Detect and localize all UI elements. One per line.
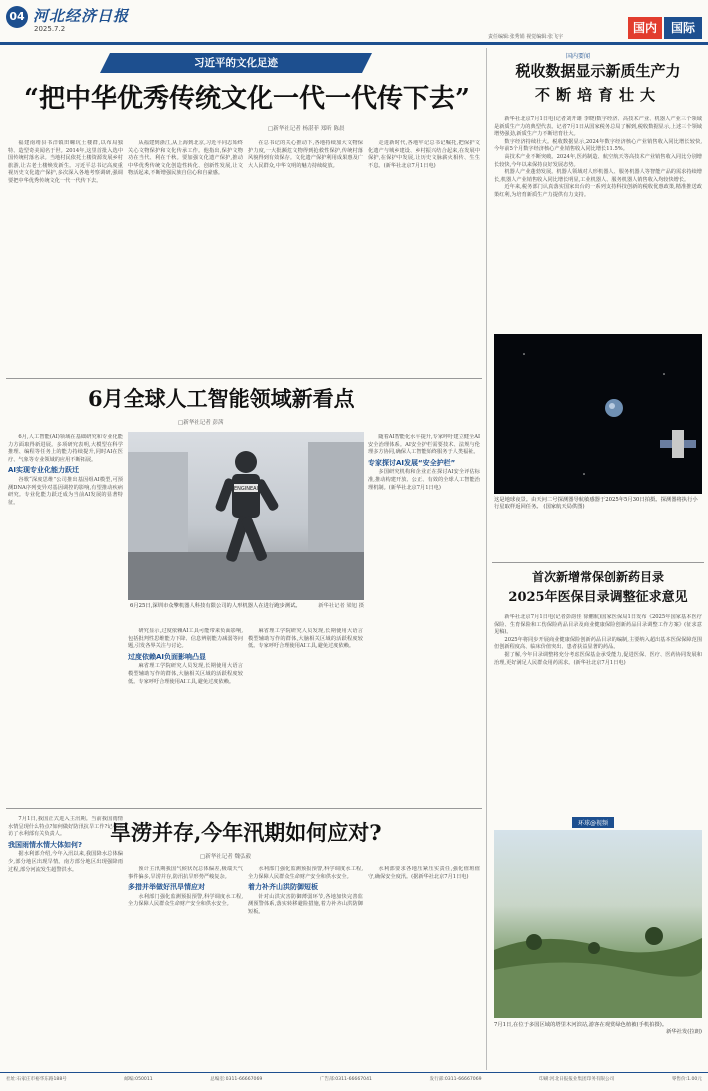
footer-item: 发行部:0311-66667069 <box>429 1077 482 1082</box>
ai-subhead-2: 过度依赖AI负面影响凸显 <box>128 652 207 661</box>
section-divider <box>6 808 482 809</box>
flood-subhead-1: 我国雨情水情大体如何? <box>8 840 83 849</box>
footer-item: 社址:石家庄市裕华东路188号 <box>6 1077 67 1082</box>
section-divider <box>6 378 482 379</box>
footer-item: 印刷:河北日报报业集团印务有限公司 <box>539 1077 615 1082</box>
caption-text: 7月1日,在位于多国区域的塔里木河滨站,游客在观赏绿色植被(手机拍摄)。 <box>494 1022 668 1028</box>
masthead <box>0 0 708 46</box>
paragraph: 新华社北京7月1日电(记者彭韵佳 徐鹏航)国家医保局1日发布《2025年国家基本医疗保险、生育保险和工伤保险药品目录及商业健康保险创新药品目录调整工作方案》(征求意见稿)。 <box>494 614 702 636</box>
medicine-story-headline-1: 首次新增常保创新药目录 <box>531 570 664 584</box>
ai-story-byline: □新华社记者 彭茜 <box>178 420 224 426</box>
editors-credit: 责任编辑:张秀娟 视觉编辑:张飞宇 <box>488 34 563 40</box>
paragraph: 7月1日,我国正式进入主汛期。当前我国雨情水情呈现什么特点?如何做好防汛抗旱工作?记者采访了水利部有关负责人。 <box>8 816 123 838</box>
flood-story-byline: □新华社记者 魏弘毅 <box>200 854 251 860</box>
tax-story-headline-1: 税收数据显示新质生产力 <box>515 62 681 80</box>
world-video-label: 环球@视频 <box>572 817 614 828</box>
paragraph: 针对山洪灾害防御薄弱环节,各地加快完善监测预警体系,落实转移避险措施,着力补齐山洪防御短板。 <box>248 893 363 915</box>
top-story-col-3 <box>248 140 363 372</box>
flood-subhead-2: 多措并举做好汛旱情应对 <box>128 883 205 892</box>
top-story-col-2 <box>128 140 243 372</box>
right-section-label: 国内要闻 <box>566 53 591 60</box>
top-story-col-1 <box>8 140 123 372</box>
earth-illustration <box>494 334 702 494</box>
paragraph: 福建南靖县书洋镇田螺坑土楼群,以布局独特、造型奇美闻名于世。2014年,这里首批入选中国传统村落名录。当地村民依托土楼资源发展乡村旅游,让古老土楼焕发新生。习近平总书记高度重视历史文化遗产保护,多次深入各地考察调研,强调要把中华优秀传统文化一代一代传下去。 <box>8 140 123 184</box>
paragraph: 水利部门强化监测预报预警,科学调度水工程,全力保障人民群众生命财产安全和供水安全。 <box>248 866 363 880</box>
tarim-caption <box>494 1022 702 1037</box>
kicker-text: 习近平的文化足迹 <box>194 57 278 69</box>
flood-story-headline: 旱涝并存,今年汛期如何应对? <box>110 820 382 845</box>
footer-item: 邮编:050011 <box>124 1077 153 1082</box>
ai-photo-caption <box>130 603 364 610</box>
paragraph: 据了解,今年目录调整将充分考虑医保基金承受能力,促进医保、医疗、医药协同发展和治理,更好满足人民群众用药需求。(新华社北京7月1日电) <box>494 651 702 666</box>
footer <box>6 1076 702 1086</box>
column-divider <box>486 48 487 1070</box>
caption-text: 6月25日,深圳市众擎机器人科技有限公司的人形机器人在进行跑步测试。 <box>130 603 301 609</box>
paragraph: 在总书记的关心推动下,各地持续加大文物保护力度,一大批濒危文物得到抢救性保护,传统村落风貌得到有效保存。文化遗产保护利用成果惠及广大人民群众,中华文明的魅力持续绽放。 <box>248 140 363 169</box>
ai-story-col-3 <box>248 628 363 794</box>
earth-photo <box>494 334 702 494</box>
robot-illustration <box>128 432 364 600</box>
paragraph: 谷歌“深度思维”公司推出基因组AI模型,可预测DNA序列变异对基因调控的影响,有望推动疾病研究。专业化能力跃迁成为当前AI发展的显著特征。 <box>8 476 123 506</box>
tax-story-headline-2: 不断培育壮大 <box>534 86 661 104</box>
ai-story-col-4 <box>368 434 480 794</box>
top-story-headline: “把中华优秀传统文化一代一代传下去” <box>24 84 470 114</box>
paragraph: 近年来,税务部门认真落实国家出台的一系列支持科技创新的税收优惠政策,精准推送政策红利,为培育新质生产力提供有力支持。 <box>494 184 702 198</box>
paragraph: 水利部门强化监测预报预警,科学调度水工程,全力保障人民群众生命财产安全和供水安全。 <box>128 893 243 908</box>
caption-credit: 新华社发(拉朗) <box>666 1029 702 1036</box>
flood-subhead-3: 着力补齐山洪防御短板 <box>248 883 318 892</box>
paragraph: 麻省理工学院研究人员发现,长期使用大语言模型辅助写作的群体,大脑相关区域的活跃程度较低。专家呼吁合理使用AI工具,避免过度依赖。 <box>248 628 363 650</box>
paragraph: 多国研究机构和企业正在探讨AI安全评估标准,推动构建开放、公正、有效的全球人工智能治理机制。(新华社北京7月1日电) <box>368 469 480 491</box>
paragraph: 研究显示,过度依赖AI工具可能带来负面影响,包括批判性思维能力下降、信息辨别能力减弱等问题,引发各界关注与讨论。 <box>128 628 243 650</box>
paragraph: 麻省理工学院研究人员发现,长期使用大语言模型辅助写作的群体,大脑相关区域的活跃程度较低。专家呼吁合理使用AI工具,避免过度依赖。 <box>128 663 243 685</box>
paragraph: 新华社北京7月1日电(记者刘开雄 李晓)数字经济、高技术产业、机器人产业三个领域是新质生产力的典型代表。记者7月1日从国家税务总局了解到,税收数据显示,上述三个领域增势强劲,新质生产力不断培育壮大。 <box>494 116 702 138</box>
paragraph: 数字经济持续壮大。税收数据显示,2024年数字经济核心产业销售收入同比增长较快,今年前5个月数字经济核心产业销售收入同比增长11.5%。 <box>494 138 702 153</box>
paragraph: 6月,人工智能(AI)领域在基础研究和专业化能力方面取得新进展。多项研究表明,大模型在科学推理、编程等任务上的能力持续提升,同时AI在医疗、气象等专业领域的应用不断拓展。 <box>8 434 123 463</box>
tax-story-body <box>494 116 702 332</box>
top-story-byline: □新华社记者 杨湛菲 郑昕 陈晨 <box>268 126 345 132</box>
caption-credit: 新华社记者 梁旭 摄 <box>318 603 364 609</box>
tarim-photo <box>494 830 702 1018</box>
robot-photo <box>128 432 364 600</box>
ai-story-headline: 6月全球人工智能领域新看点 <box>88 386 355 411</box>
section-divider <box>492 562 704 563</box>
top-story-col-4 <box>368 140 480 372</box>
flood-story-col-4 <box>368 866 480 1066</box>
caption-credit: (国家航天局供图) <box>543 504 585 511</box>
paragraph: 随着AI智能化水平提升,专家呼吁建立健全AI安全治理体系。AI安全护栏需要技术、法规与伦理多方协同,确保人工智能始终服务于人类福祉。 <box>368 434 480 456</box>
flood-story-col-2 <box>128 866 243 1066</box>
masthead-rule <box>0 42 708 45</box>
footer-item: 总编室:0311-66667069 <box>210 1077 263 1082</box>
section-tab-domestic[interactable]: 国内 <box>628 17 662 39</box>
footer-rule <box>0 1072 708 1073</box>
flood-story-col-3 <box>248 866 363 1066</box>
paragraph: 预计主汛期我国气候状况总体偏差,极端天气事件偏多,旱涝并存,防汛抗旱形势严峻复杂。 <box>128 866 243 880</box>
paper-name-logo: 河北经济日报 <box>33 7 130 25</box>
flood-story-col-1 <box>8 816 123 1066</box>
ai-subhead-3: 专家探讨AI发展“安全护栏” <box>368 458 456 467</box>
ai-story-col-1 <box>8 434 123 794</box>
caption-text: 这是地球夜景。由天问二号探测器导航敏感器于2025年5月30日拍摄。探测器将执行小行星取样返回任务。 <box>494 497 698 511</box>
paragraph: 从福建到浙江,从上海到北京,习近平同志始终关心文物保护和文化传承工作。他指出,保护文物功在当代、利在千秋。要加强文化遗产保护,推动中华优秀传统文化创造性转化、创新性发展,让文物活起来,不断增强民族自信心和自豪感。 <box>128 140 243 177</box>
robot-chest-label: ENGINEAI <box>233 486 259 492</box>
footer-item: 零售价:1.00元 <box>671 1077 702 1082</box>
earth-photo-caption <box>494 497 702 512</box>
paragraph: 水利部要求各地压紧压实责任,强化值班值守,确保安全度汛。(据新华社北京7月1日电) <box>368 866 480 880</box>
medicine-story-headline-2: 2025年医保目录调整征求意见 <box>508 590 688 605</box>
section-tab-international[interactable]: 国际 <box>664 17 702 39</box>
paragraph: 高技术产业不断突破。2024年,医药制造、航空航天等高技术产业销售收入同比分别增长较快,今年以来保持良好发展态势。 <box>494 153 702 168</box>
medicine-story-body <box>494 614 702 810</box>
ai-story-col-2 <box>128 628 243 794</box>
footer-item: 广告部:0311-66667041 <box>319 1077 372 1082</box>
ai-subhead-1: AI实现专业化能力跃迁 <box>8 466 80 475</box>
paragraph: 2025年将同步开展商业健康保险创新药品目录的编制,主要纳入超出基本医保保障范围但创新程度高、临床价值突出、患者获益显著的药品。 <box>494 636 702 651</box>
paragraph: 走进新时代,各地牢记总书记嘱托,把保护文化遗产与城乡建设、乡村振兴结合起来,在发展中保护,在保护中发展,让历史文脉薪火相传、生生不息。(新华社北京7月1日电) <box>368 140 480 169</box>
issue-date: 2025.7.2 <box>34 25 66 33</box>
page-number-badge: 04 <box>6 6 28 28</box>
paragraph: 机器人产业蓬勃发展。机器人领域对人形机器人、服务机器人等智能产品的需求持续增长,机器人产业销售收入同比增长明显,工业机器人、服务机器人销售收入均较快增长。 <box>494 169 702 183</box>
tarim-illustration <box>494 830 702 1018</box>
paragraph: 据水利部介绍,今年入汛以来,我国降水总体偏少,部分地区出现旱情。南方部分地区出现强降雨过程,部分河流发生超警洪水。 <box>8 851 123 873</box>
